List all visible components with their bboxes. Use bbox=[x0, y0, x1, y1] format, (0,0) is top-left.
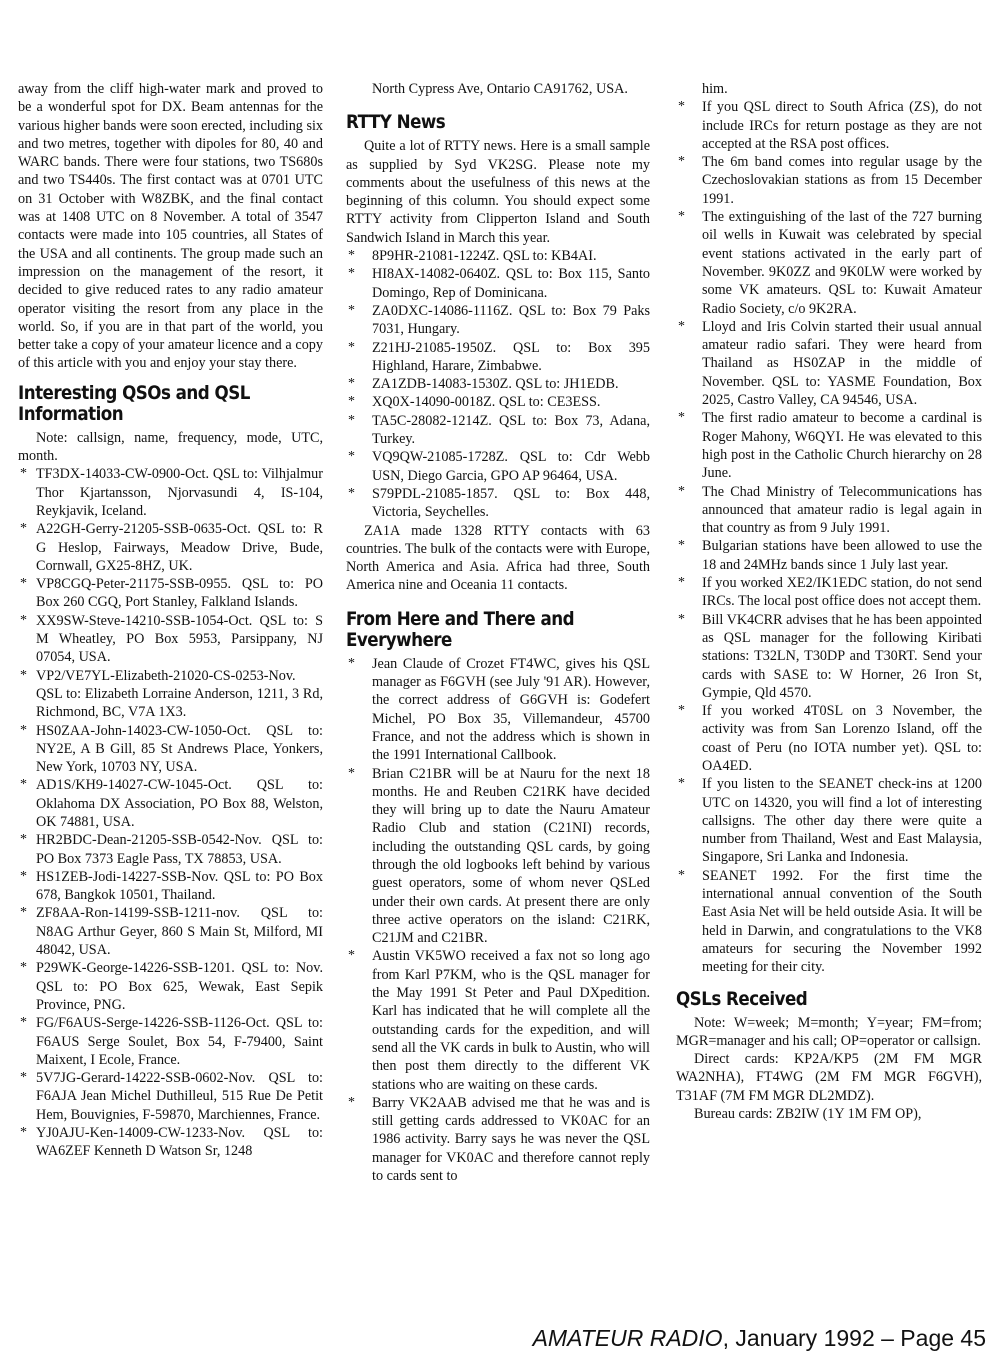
list-item: * FG/F6AUS-Serge-14226-SSB-1126-Oct. QSL to: F6AUS Serge Soulet, Box 54, F-79400, Saint Maixent, I Ecole, France. bbox=[20, 1015, 323, 1068]
qsl-bureau-paragraph: Bureau cards: ZB2IW (1Y 1M FM OP), bbox=[694, 1106, 922, 1123]
bullet-icon: * bbox=[678, 410, 685, 426]
bullet-icon: * bbox=[20, 521, 27, 537]
bullet-icon: * bbox=[678, 575, 685, 591]
bullet-icon: * bbox=[348, 339, 355, 355]
qsl-note-paragraph: Note: W=week; M=month; Y=year; FM=from; MGR=manager and his call; OP=operator or callsign. bbox=[676, 1014, 982, 1049]
list-item: * The extinguishing of the last of the 727 burning oil wells in Kuwait was celebrated by special event stations activated in the early part of November. 9K0ZZ and 9K0LW were worked by some VK amateurs. QSL to: Kuwait Amateur Radio Society, c/o 9K2RA. bbox=[678, 209, 982, 317]
intro-paragraph: away from the cliff high-water mark and proved to be a wonderful spot for DX. Beam antennas for the various higher bands were soon erected, including six and two metres, together with dipoles for 80, 40 and WARC bands. There were four stations, two TS680s and two TS440s. The first contact was at 0701 UTC on 31 October with W8ZBK, and the final contact was at 1408 UTC on 8 November. A total of 3547 contacts were made into 105 countries, all States of the USA and all continents. The group made such an impression on the management of the resort, it decided to give reduced rates to any radio amateur operator visiting the resort from any place in the world. So, if you are in that part of the world, you better take a copy of your amateur licence and a copy of this article with you and enjoy your stay there. bbox=[18, 81, 323, 372]
rtty-list bbox=[346, 247, 650, 521]
section-heading-qsls-received: QSLs Received bbox=[676, 987, 808, 1010]
bullet-icon: * bbox=[20, 1015, 27, 1031]
list-item: * If you worked XE2/IK1EDC station, do not send IRCs. The local post office does not accept them. bbox=[678, 575, 982, 610]
list-item: * AD1S/KH9-14027-CW-1045-Oct. QSL to: Oklahoma DX Association, PO Box 88, Welston, OK 74881, USA. bbox=[20, 777, 323, 830]
bullet-icon: * bbox=[20, 667, 27, 683]
list-item: * If you worked 4T0SL on 3 November, the activity was from San Lorenzo Island, off the coast of Peru (no IOTA number yet). QSL to: OA4ED. bbox=[678, 703, 982, 774]
column-right bbox=[676, 80, 982, 1300]
list-item: * HS1ZEB-Jodi-14227-SSB-Nov. QSL to: PO Box 678, Bangkok 10501, Thailand. bbox=[20, 868, 323, 904]
continued-paragraph: him. bbox=[702, 81, 728, 97]
list-item: * 5V7JG-Gerard-14222-SSB-0602-Nov. QSL to: F6AJA Jean Michel Duthilleul, 515 Rue De Petit Hem, Bouvignies, F-59870, Marchiennes, France. bbox=[20, 1070, 323, 1123]
list-item: * The first radio amateur to become a cardinal is Roger Mahony, W6QYI. He was elevated to this high post in the Catholic Church hierarchy on 28 June. bbox=[678, 410, 982, 482]
qso-list bbox=[18, 465, 323, 1160]
list-item: * VQ9QW-21085-1728Z. QSL to: Cdr Webb USN, Diego Garcia, GPO AP 96464, USA. bbox=[348, 449, 650, 484]
bullet-icon: * bbox=[348, 248, 355, 264]
list-item: * SEANET 1992. For the first time the international annual convention of the South East Asia Net will be held outside Asia. It will be held in Darwin, and congratulations to the VK8 amateurs for securing the November 1992 meeting for their city. bbox=[678, 867, 982, 976]
rtty-intro-paragraph: Quite a lot of RTTY news. Here is a small sample as supplied by Syd VK2SG. Please note my comments about the usefulness of this news at the beginning of this column. You should expect some RTTY activity from Clipperton Island and South Sandwich Island in March this year. bbox=[346, 138, 650, 246]
bullet-icon: * bbox=[348, 765, 355, 781]
bullet-icon: * bbox=[678, 483, 685, 499]
list-item: * YJ0AJU-Ken-14009-CW-1233-Nov. QSL to: WA6ZEF Kenneth D Watson Sr, 1248 bbox=[20, 1125, 323, 1160]
column-middle bbox=[346, 80, 650, 1300]
list-item: * ZF8AA-Ron-14199-SSB-1211-nov. QSL to: N8AG Arthur Geyer, 860 S Main St, Milford, MI 48042, USA. bbox=[20, 905, 323, 959]
list-item: * ZA1ZDB-14083-1530Z. QSL to: JH1EDB. bbox=[348, 376, 619, 393]
bullet-icon: * bbox=[678, 154, 685, 170]
bullet-icon: * bbox=[348, 449, 355, 465]
continued-paragraph: North Cypress Ave, Ontario CA91762, USA. bbox=[372, 81, 628, 97]
list-item: * TF3DX-14033-CW-0900-Oct. QSL to: Vilhjalmur Thor Kjartansson, Njorvasundi 4, IS-104, Reykjavik, Iceland. bbox=[20, 466, 323, 519]
bullet-icon: * bbox=[678, 99, 685, 115]
bullet-icon: * bbox=[348, 302, 355, 318]
section-heading-rtty-news: RTTY News bbox=[346, 111, 446, 134]
list-item: * Z21HJ-21085-1950Z. QSL to: Box 395 Highland, Harare, Zimbabwe. bbox=[348, 339, 650, 374]
list-item: * VP2/VE7YL-Elizabeth-21020-CS-0253-Nov. QSL to: Elizabeth Lorraine Anderson, 1211, 3 Rd, Richmond, BC, V7A 1X3. bbox=[20, 667, 323, 721]
bullet-icon: * bbox=[20, 466, 27, 482]
list-item: * Brian C21BR will be at Nauru for the next 18 months. He and Reuben C21RK have decided they will bring up to date the Nauru Amateur Radio Club and station (C21NI) records, including the outstanding QSL cards, by going through the old logbooks left behind by various guest operators, some of whom never QSLed under their own cards. At present there are only three active operators on the island: C21RK, C21JM and C21BR. bbox=[348, 765, 650, 947]
list-item: * HI8AX-14082-0640Z. QSL to: Box 115, Santo Domingo, Rep of Dominicana. bbox=[348, 266, 650, 301]
list-item: * Bill VK4CRR advises that he has been appointed as QSL manager for the following Kiribati stations: T32LN, T30DP and T30RT. Send your cards with SASE to: W Horner, 26 Iron St, Gympie, Qld 4570. bbox=[678, 611, 982, 701]
bullet-icon: * bbox=[678, 209, 685, 225]
bullet-icon: * bbox=[20, 832, 27, 848]
bullet-icon: * bbox=[20, 576, 27, 592]
bullet-icon: * bbox=[678, 318, 685, 334]
list-item: * 8P9HR-21081-1224Z. QSL to: KB4AI. bbox=[348, 248, 597, 265]
list-item: * XX9SW-Steve-14210-SSB-1054-Oct. QSL to: S M Wheatley, PO Box 5953, Parsippany, NJ 07054, USA. bbox=[20, 612, 323, 666]
bullet-icon: * bbox=[678, 611, 685, 627]
bullet-icon: * bbox=[20, 1125, 27, 1141]
magazine-title: AMATEUR RADIO bbox=[532, 1325, 723, 1351]
bullet-icon: * bbox=[348, 376, 355, 392]
list-item: * The Chad Ministry of Telecommunications has announced that amateur radio is legal again in that country as from 9 July 1991. bbox=[678, 483, 982, 537]
list-item: * HR2BDC-Dean-21205-SSB-0542-Nov. QSL to: PO Box 7373 Eagle Pass, TX 78853, USA. bbox=[20, 832, 323, 867]
note-paragraph: Note: callsign, name, frequency, mode, UTC, month. bbox=[18, 429, 323, 465]
bullet-icon: * bbox=[20, 1070, 27, 1086]
list-item: * If you QSL direct to South Africa (ZS), do not include IRCs for return postage as they are not accepted at the RSA post offices. bbox=[678, 99, 982, 152]
list-item: * HS0ZAA-John-14023-CW-1050-Oct. QSL to: NY2E, A B Gill, 85 St Andrews Place, Yonkers, New York, 10703 NY, USA. bbox=[20, 722, 323, 776]
list-item: * Bulgarian stations have been allowed to use the 18 and 24MHz bands since 1 July last year. bbox=[678, 538, 982, 573]
list-item: * Barry VK2AAB advised me that he was and is still getting cards addressed to VK0AC for an 1986 activity. Barry says he was never the QSL manager for VK0AC and therefore cannot reply to cards sent to bbox=[348, 1094, 650, 1185]
bullet-icon: * bbox=[348, 655, 355, 671]
list-item: * Jean Claude of Crozet FT4WC, gives his QSL manager as F6GVH (see July '91 AR). However, the correct address of G6GVH is: Godefert Michel, PO Box 35, Villemandeur, 45700 France, and not the address which is shown in the 1991 International Callbook. bbox=[348, 655, 650, 764]
list-item: * TA5C-28082-1214Z. QSL to: Box 73, Adana, Turkey. bbox=[348, 412, 650, 448]
here-list bbox=[346, 655, 650, 1186]
bullet-icon: * bbox=[20, 905, 27, 921]
bullet-icon: * bbox=[678, 703, 685, 719]
bullet-icon: * bbox=[678, 867, 685, 883]
bullet-icon: * bbox=[348, 1094, 355, 1110]
bullet-icon: * bbox=[348, 412, 355, 428]
list-item: * Austin VK5WO received a fax not so long ago from Karl P7KM, who is the QSL manager for the May 1991 St Peter and Paul DXpedition. Karl has indicated that he will complete all the outstanding cards for the expedition, and will send all the VK cards in bulk to Austin, who will then post them directly to the different VK stations who are waiting on these cards. bbox=[348, 948, 650, 1093]
bullet-icon: * bbox=[348, 948, 355, 964]
section-heading-here-and-there: From Here and There and Everywhere bbox=[346, 607, 575, 651]
qsl-direct-paragraph: Direct cards: KP2A/KP5 (2M FM MGR WA2NHA), FT4WG (2M FM MGR F6GVH), T31AF (7M FM MGR DL2MDZ). bbox=[676, 1051, 982, 1104]
list-item: * A22GH-Gerry-21205-SSB-0635-Oct. QSL to: R G Heslop, Fairways, Meadow Drive, Bude, Cornwall, GX25-8HZ, UK. bbox=[20, 521, 323, 574]
bullet-icon: * bbox=[20, 612, 27, 628]
list-item: * ZA0DXC-14086-1116Z. QSL to: Box 79 Paks 7031, Hungary. bbox=[348, 302, 650, 338]
list-item: * P29WK-George-14226-SSB-1201. QSL to: Nov. QSL to: PO Box 625, Wewak, East Sepik Province, PNG. bbox=[20, 960, 323, 1013]
section-heading-qsl-information: Interesting QSOs and QSL Information bbox=[18, 381, 250, 425]
page-footer bbox=[533, 1323, 986, 1353]
list-item: * XQ0X-14090-0018Z. QSL to: CE3ESS. bbox=[348, 394, 601, 411]
issue-and-page: , January 1992 – Page 45 bbox=[722, 1325, 986, 1351]
bullet-icon: * bbox=[20, 777, 27, 793]
bullet-icon: * bbox=[20, 868, 27, 884]
bullet-icon: * bbox=[348, 394, 355, 410]
list-item: * The 6m band comes into regular usage by the Czechoslovakian stations as from 15 December 1991. bbox=[678, 154, 982, 207]
list-item: * If you listen to the SEANET check-ins at 1200 UTC on 14320, you will find a lot of interesting callsigns. The other day there were quite a number from Thailand, West and East Malaysia, Singapore, Sri Lanka and Indonesia. bbox=[678, 776, 982, 866]
list-item: * Lloyd and Iris Colvin started their usual annual amateur radio safari. They were heard from Thailand as HS0ZAP in the middle of November. QSL to: YASME Foundation, Box 2025, Castro Valley, CA 94546, USA. bbox=[678, 318, 982, 409]
bullet-icon: * bbox=[348, 266, 355, 282]
bullet-icon: * bbox=[678, 538, 685, 554]
column-left bbox=[18, 80, 323, 1300]
list-item: * VP8CGQ-Peter-21175-SSB-0955. QSL to: PO Box 260 CGQ, Port Stanley, Falkland Islands. bbox=[20, 576, 323, 611]
rtty-outro-paragraph: ZA1A made 1328 RTTY contacts with 63 countries. The bulk of the contacts were with Europe, North America and Asia. Africa had three, South America nine and Oceania 11 contacts. bbox=[346, 522, 650, 594]
bullet-icon: * bbox=[20, 722, 27, 738]
list-item: * S79PDL-21085-1857. QSL to: Box 448, Victoria, Seychelles. bbox=[348, 485, 650, 521]
bullet-icon: * bbox=[348, 485, 355, 501]
bullet-icon: * bbox=[678, 776, 685, 792]
bullet-icon: * bbox=[20, 960, 27, 976]
news-list bbox=[676, 98, 982, 976]
